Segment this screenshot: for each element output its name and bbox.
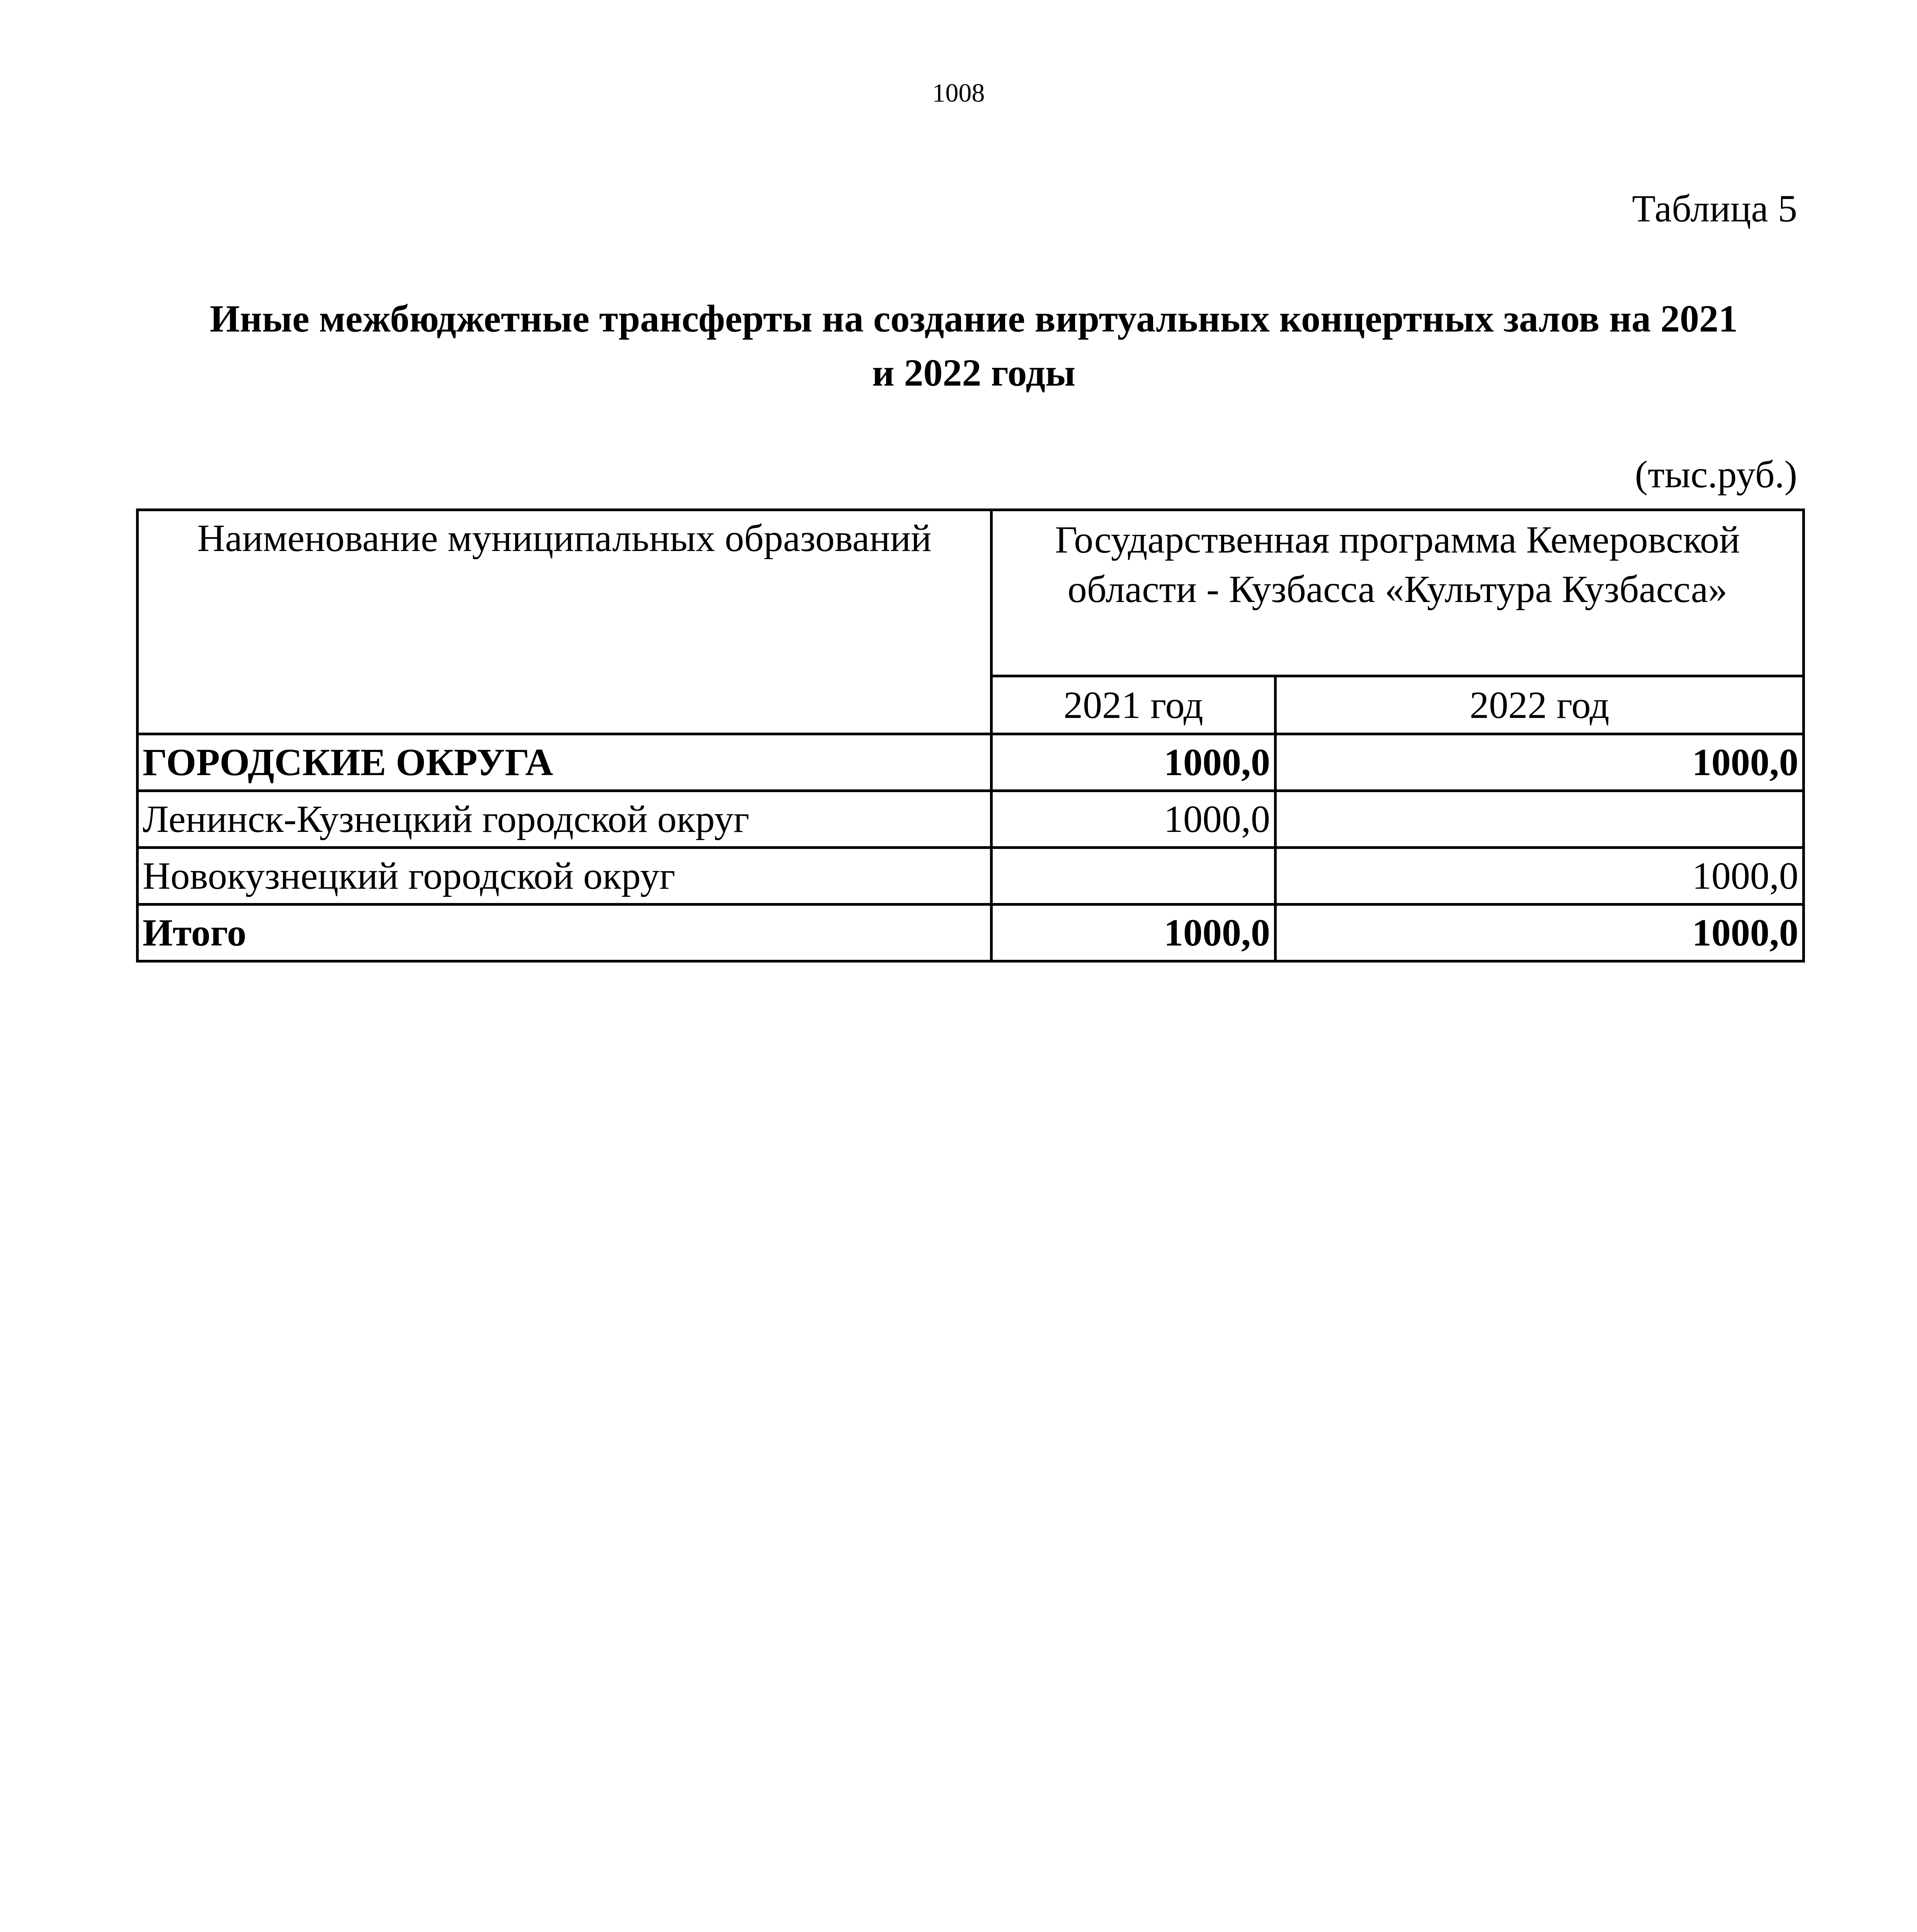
row-name: Итого	[138, 905, 992, 961]
document-title	[137, 292, 1810, 400]
row-value-2021: 1000,0	[992, 791, 1276, 848]
header-program-line: области - Кузбасса «Культура Кузбасса»	[1067, 568, 1728, 611]
row-name: Новокузнецкий городской округ	[138, 848, 992, 905]
header-year-2022: 2022 год	[1276, 676, 1804, 734]
row-value-2022: 1000,0	[1276, 905, 1804, 961]
row-value-2022	[1276, 791, 1804, 848]
header-program	[992, 510, 1804, 676]
table-header-row	[138, 510, 1804, 676]
table-row-total	[138, 905, 1804, 961]
table-row	[138, 848, 1804, 905]
header-program-line: Государственная программа Кемеровской	[1055, 518, 1740, 561]
row-value-2021	[992, 848, 1276, 905]
document-title-line: и 2022 годы	[872, 351, 1076, 394]
page-number: 1008	[932, 78, 985, 107]
table-label: Таблица 5	[1632, 187, 1797, 230]
units-label: (тыс.руб.)	[1635, 453, 1797, 496]
row-value-2022: 1000,0	[1276, 848, 1804, 905]
document-title-line: Иные межбюджетные трансферты на создание виртуальных концертных залов на 2021	[209, 297, 1738, 340]
table-row	[138, 791, 1804, 848]
header-year-2021: 2021 год	[992, 676, 1276, 734]
row-value-2021: 1000,0	[992, 734, 1276, 791]
row-value-2022: 1000,0	[1276, 734, 1804, 791]
transfers-table	[136, 509, 1805, 963]
header-name-column: Наименование муниципальных образований	[138, 510, 992, 734]
table-row	[138, 734, 1804, 791]
row-value-2021: 1000,0	[992, 905, 1276, 961]
row-name: ГОРОДСКИЕ ОКРУГА	[138, 734, 992, 791]
row-name: Ленинск-Кузнецкий городской округ	[138, 791, 992, 848]
